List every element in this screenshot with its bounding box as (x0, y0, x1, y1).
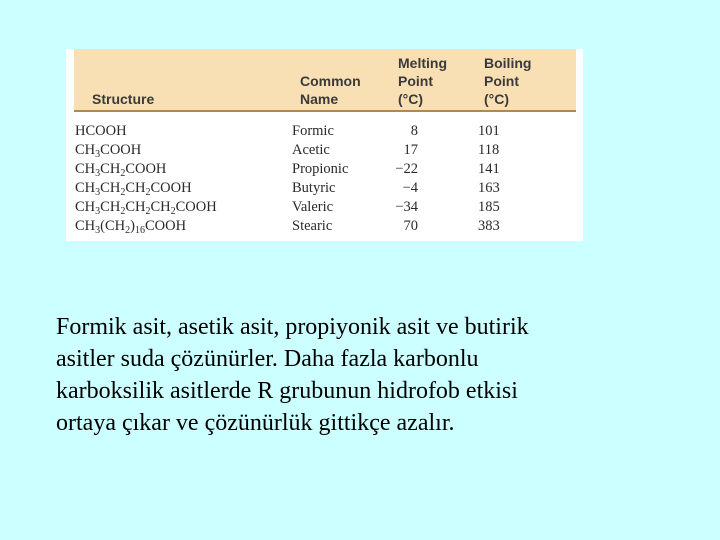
formula-subscript: 3 (95, 149, 101, 160)
boiling-point-value: 118 (478, 142, 500, 158)
boiling-point-value: 163 (478, 180, 500, 196)
header-structure: Structure (92, 91, 155, 107)
explanation-paragraph (56, 311, 656, 439)
paragraph-line: karboksilik asitlerde R grubunun hidrofob etkisi (56, 378, 518, 404)
header-melting-point: Melting Point (°C) (398, 55, 447, 107)
boiling-point-value: 101 (478, 123, 500, 139)
table-header (74, 49, 576, 112)
formula-subscript: 2 (145, 187, 151, 198)
structure-formula: $CH_3CH_2CH_2COOH$ (75, 180, 192, 198)
boiling-point-value: 141 (478, 161, 500, 177)
paragraph-line: asitler suda çözünürler. Daha fazla karbonlu (56, 346, 479, 372)
table-row (66, 122, 583, 141)
common-name: Propionic (292, 161, 349, 177)
common-name: Stearic (292, 218, 333, 234)
paragraph-line: Formik asit, asetik asit, propiyonik asit ve butirik (56, 314, 529, 340)
melting-point-value: −22 (395, 161, 418, 177)
formula-subscript: 2 (125, 225, 131, 236)
boiling-point-value: 185 (478, 199, 500, 215)
formula-subscript: 2 (170, 206, 176, 217)
common-name: Valeric (292, 199, 334, 215)
melting-point-value: 70 (403, 218, 418, 234)
header-common-name: Common Name (300, 73, 361, 107)
structure-formula: HCOOH (75, 123, 127, 139)
melting-point-value: −4 (402, 180, 418, 196)
common-name: Butyric (292, 180, 336, 196)
carboxylic-acid-table (66, 49, 583, 241)
common-name: Acetic (292, 142, 330, 158)
melting-point-value: −34 (395, 199, 418, 215)
formula-subscript: 2 (120, 206, 126, 217)
formula-subscript: 3 (95, 168, 101, 179)
structure-formula: $CH_3(CH_2)_{16}COOH$ (75, 218, 187, 236)
formula-subscript: 2 (120, 187, 126, 198)
formula-subscript: 16 (134, 225, 145, 236)
structure-formula: $CH_3COOH$ (75, 142, 142, 160)
formula-subscript: 2 (120, 168, 126, 179)
formula-subscript: 3 (95, 187, 101, 198)
header-boiling-point: Boiling Point (°C) (484, 55, 532, 107)
table-row (66, 179, 583, 198)
table-row (66, 217, 583, 236)
table-row (66, 198, 583, 217)
table-row (66, 160, 583, 179)
formula-subscript: 2 (145, 206, 151, 217)
structure-formula: $CH_3CH_2CH_2CH_2COOH$ (75, 199, 217, 217)
common-name: Formic (292, 123, 334, 139)
paragraph-line: ortaya çıkar ve çözünürlük gittikçe azalır. (56, 410, 455, 436)
formula-subscript: 3 (95, 225, 101, 236)
melting-point-value: 8 (410, 123, 418, 139)
table-row (66, 141, 583, 160)
formula-subscript: 3 (95, 206, 101, 217)
structure-formula: $CH_3CH_2COOH$ (75, 161, 167, 179)
boiling-point-value: 383 (478, 218, 500, 234)
melting-point-value: 17 (403, 142, 418, 158)
